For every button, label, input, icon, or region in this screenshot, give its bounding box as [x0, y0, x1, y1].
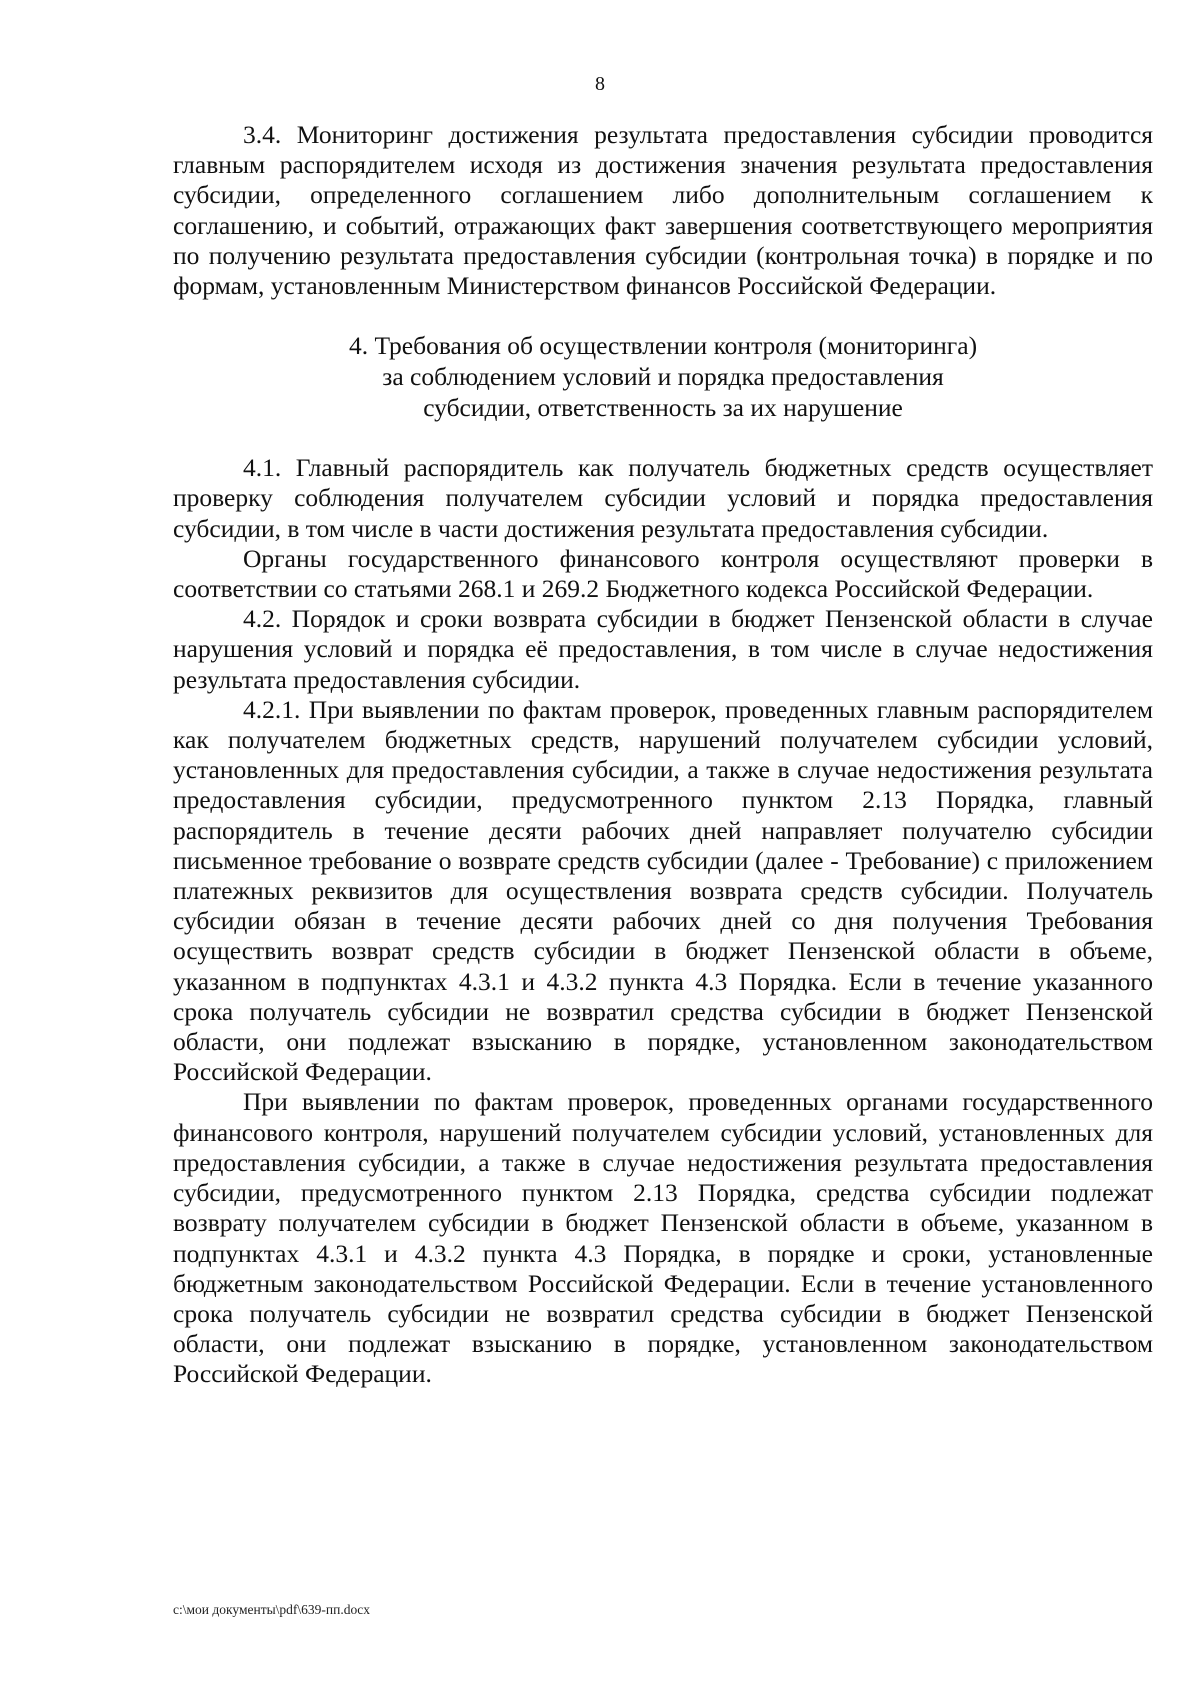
paragraph-4-1: 4.1. Главный распорядитель как получатель бюджетных средств осуществляет проверку соблюдения получателем субсидии условий и порядка предоставления субсидии, в том числе в части достижения результата предоставления субсидии. [173, 453, 1153, 543]
section-4-heading-line-3: субсидии, ответственность за их нарушение [423, 393, 903, 423]
section-4-heading-line-1: 4. Требования об осуществлении контроля (мониторинга) [348, 331, 978, 361]
paragraph-4-1-control-bodies: Органы государственного финансового контроля осуществляют проверки в соответствии со статьями 268.1 и 269.2 Бюджетного кодекса Российской Федерации. [173, 543, 1153, 604]
section-4-heading [173, 330, 1153, 423]
document-body [173, 120, 1153, 1390]
paragraph-3-4: 3.4. Мониторинг достижения результата предоставления субсидии проводится главным распорядителем исходя из достижения значения результата предоставления субсидии, определенного соглашением либо дополнительным соглашением к соглашению, и событий, отражающих факт завершения соответствующего мероприятия по получению результата предоставления субсидии (контрольная точка) в порядке и по формам, установленным Министерством финансов Российской Федерации. [173, 120, 1153, 301]
page-number: 8 [595, 73, 605, 95]
section-4-heading-line-2: за соблюдением условий и порядка предоставления [382, 362, 944, 392]
paragraph-4-2: 4.2. Порядок и сроки возврата субсидии в бюджет Пензенской области в случае нарушения условий и порядка её предоставления, в том числе в случае недостижения результата предоставления субсидии. [173, 604, 1153, 694]
paragraph-4-2-1-state-control: При выявлении по фактам проверок, проведенных органами государственного финансового контроля, нарушений получателем субсидии условий, установленных для предоставления субсидии, а также в случае недостижения результата предоставления субсидии, предусмотренного пунктом 2.13 Порядка, средства субсидии подлежат возврату получателем субсидии в бюджет Пензенской области в объеме, указанном в подпунктах 4.3.1 и 4.3.2 пункта 4.3 Порядка, в порядке и сроки, установленные бюджетным законодательством Российской Федерации. Если в течение установленного срока получатель субсидии не возвратил средства субсидии в бюджет Пензенской области, они подлежат взысканию в порядке, установленном законодательством Российской Федерации. [173, 1087, 1153, 1389]
footer-file-path: c:\мои документы\pdf\639-пп.docx [173, 1602, 370, 1617]
paragraph-4-2-1: 4.2.1. При выявлении по фактам проверок, проведенных главным распорядителем как получателем бюджетных средств, нарушений получателем субсидии условий, установленных для предоставления субсидии, а также в случае недостижения результата предоставления субсидии, предусмотренного пунктом 2.13 Порядка, главный распорядитель в течение десяти рабочих дней направляет получателю субсидии письменное требование о возврате средств субсидии (далее - Требование) с приложением платежных реквизитов для осуществления возврата средств субсидии. Получатель субсидии обязан в течение десяти рабочих дней со дня получения Требования осуществить возврат средств субсидии в бюджет Пензенской области в объеме, указанном в подпунктах 4.3.1 и 4.3.2 пункта 4.3 Порядка. Если в течение указанного срока получатель субсидии не возвратил средства субсидии в бюджет Пензенской области, они подлежат взысканию в порядке, установленном законодательством Российской Федерации. [173, 694, 1153, 1087]
